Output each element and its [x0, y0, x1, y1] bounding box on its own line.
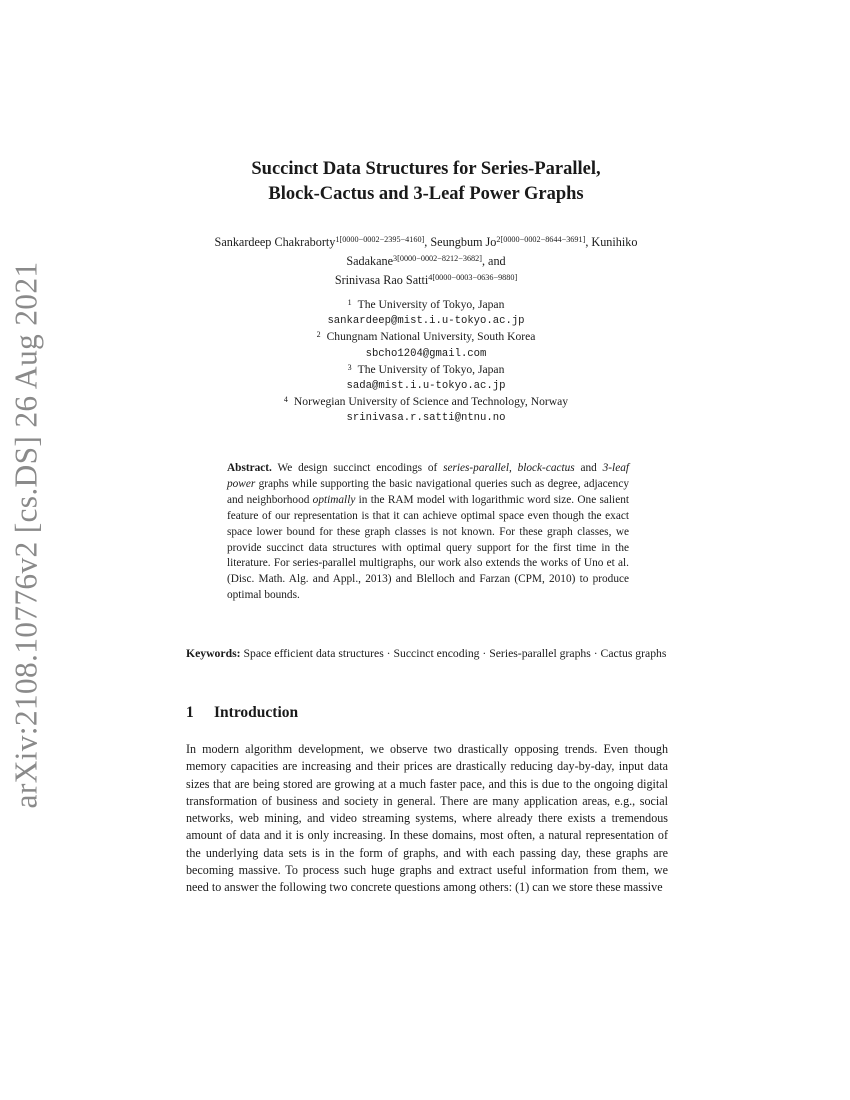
section-heading — [186, 704, 298, 722]
affiliation-email: sbcho1204@gmail.com — [365, 347, 487, 360]
author-name: Seungbum Jo — [430, 235, 497, 249]
paper-title — [150, 157, 702, 207]
author-index: 3[0000−0002−8212−3682] — [393, 254, 482, 263]
author-name: Sankardeep Chakraborty — [214, 235, 336, 249]
keywords — [186, 645, 668, 662]
arxiv-id: arXiv:2108.10776v2 [cs.DS] 26 Aug 2021 — [8, 261, 43, 809]
affiliation-name: $^2$ Chungnam National University, South Korea — [316, 330, 536, 344]
author-index: 1[0000−0002−2395−4160] — [335, 235, 425, 244]
author-name: Srinivasa Rao Satti — [334, 273, 429, 287]
title-line-2: Block-Cactus and 3-Leaf Power Graphs — [268, 184, 584, 204]
title-line-1: Succinct Data Structures for Series-Parallel, — [251, 159, 601, 179]
affiliation-email: sankardeep@mist.i.u-tokyo.ac.jp — [327, 315, 525, 328]
affiliation-name: $^3$ The University of Tokyo, Japan — [347, 362, 505, 376]
keywords-text: Space efficient data structures · Succinct encoding · Series-parallel graphs · Cactus graphs — [240, 647, 667, 660]
body-paragraph: In modern algorithm development, we observe two drastically opposing trends. Even though memory capacities are increasing and their prices are drastically reducing day-by-day, input data sizes that are being stored are growing at a much faster pace, and this is due to the ongoing digital transformation of business and society in general. There are many application areas, e.g., social networks, web mining, and video streaming systems, where already there exists a tremendous amount of data and it is only increasing. In these domains, most often, a natural representation of the underlying data sets is in the form of graphs, and with each passing day, these graphs are becoming massive. To process such huge graphs and extract useful information from them, we need to answer the following two concrete questions among others: (1) can we store these massive — [186, 742, 668, 895]
section-title: Introduction — [214, 704, 299, 721]
affiliation-name: $^4$ Norwegian University of Science and Technology, Norway — [283, 395, 569, 409]
affiliation-email: sada@mist.i.u-tokyo.ac.jp — [346, 379, 506, 392]
section-number: 1 — [186, 704, 194, 721]
author-index: 2[0000−0002−8644−3691] — [496, 235, 586, 244]
abstract-label: Abstract. — [227, 462, 272, 474]
author-index: 4[0000−0003−0636−9880] — [428, 273, 518, 282]
author-list: Sankardeep Chakraborty$^{1[0000-0002-2395-4160]}$, Seungbum $Jo^{2[0000-0002-8644-3691]}$, Kunihiko Sadakane$^{3[0000-0002-8212-3682]}$, and Srinivasa Rao Satti$^{4[0000-0003-0636-9880]}$ — [214, 235, 638, 287]
affiliations — [185, 297, 667, 427]
affiliation-name: $^1$ The University of Tokyo, Japan — [347, 298, 505, 311]
affiliation-email: srinivasa.r.satti@ntnu.no — [346, 412, 506, 425]
arxiv-stamp — [4, 261, 48, 809]
abstract: Abstract. We design succinct encodings of series-parallel, block-cactus and 3-leaf power graphs while supporting the basic navigational queries such as degree, adjacency and neighborhood optimally in the RAM model with logarithmic word size. One salient feature of our representation is that it can achieve optimal space even though the exact space lower bound for these graph classes is not known. For these graph classes, we provide succinct data structures with optimal query support for the first time in the literature. For series-parallel multigraphs, our work also extends the works of Uno et al. (Disc. Math. Alg. and Appl., 2013) and Blelloch and Farzan (CPM, 2010) to produce optimal bounds. — [227, 462, 629, 602]
author-name: Kunihiko Sadakane — [346, 235, 638, 268]
keywords-label: Keywords: — [186, 647, 241, 660]
